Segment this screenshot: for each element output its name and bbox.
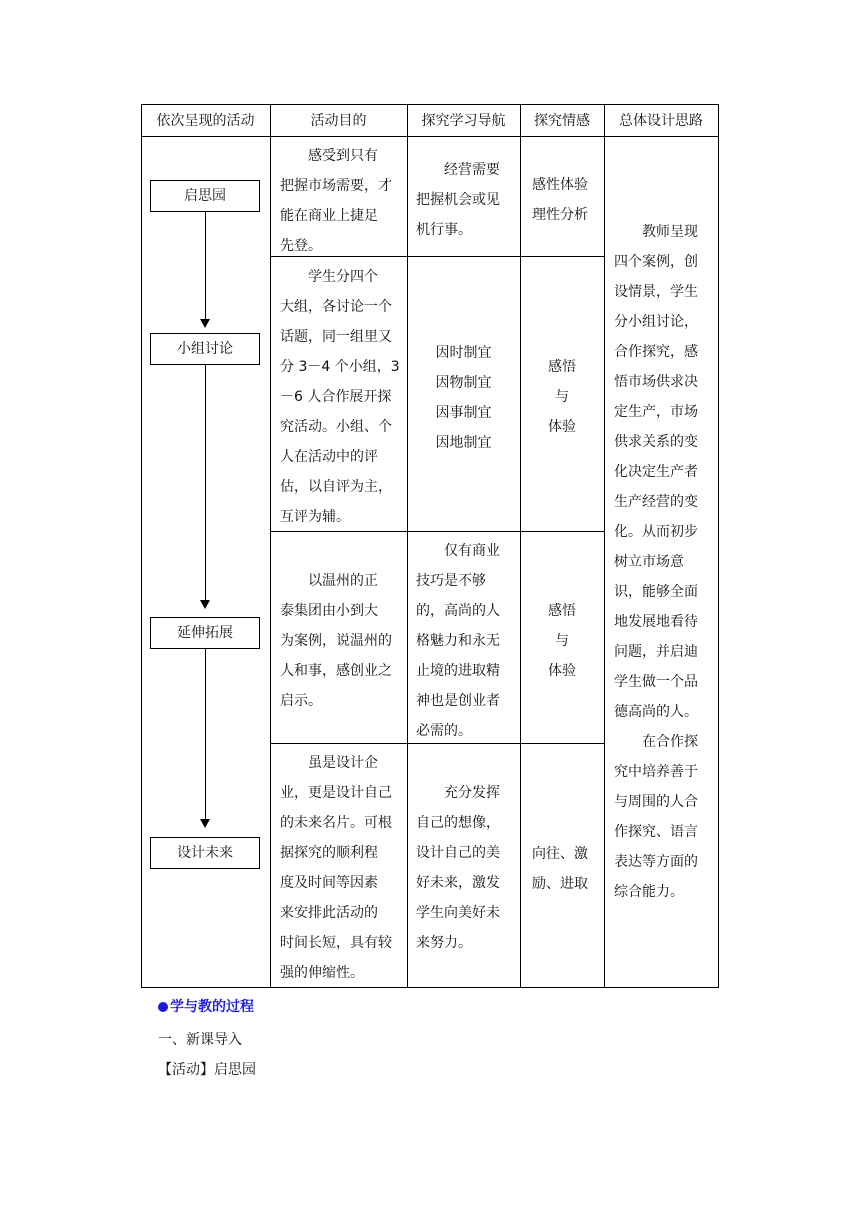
guide-cell-2: 因时制宜 因物制宜 因事制宜 因地制宜 bbox=[435, 345, 492, 451]
header-activities: 依次呈现的活动 bbox=[156, 113, 255, 129]
activity-box-group-discussion: 小组讨论 bbox=[150, 333, 260, 365]
header-design: 总体设计思路 bbox=[619, 113, 703, 129]
activity-heading: 【活动】启思园 bbox=[158, 1062, 256, 1078]
purpose-cell-2: 学生分四个 大组，各讨论一个 话题，同一组里又 分 3－4 个小组，3 －6 人合作展开探 究活动。小组、个 人在活动中的评 估，以自评为主， 互评为辅。 bbox=[280, 269, 400, 525]
emotion-cell-1: 感性体验 理性分析 bbox=[532, 177, 588, 223]
activity-box-design-future: 设计未来 bbox=[150, 837, 260, 869]
section-subtitle: 一、新课导入 bbox=[158, 1032, 242, 1048]
emotion-cell-3: 感悟 与 体验 bbox=[548, 603, 576, 679]
guide-cell-1: 经营需要 把握机会或见 机行事。 bbox=[416, 162, 500, 238]
activity-box-qisiyuan: 启思园 bbox=[150, 180, 260, 212]
purpose-cell-4: 虽是设计企 业，更是设计自己 的未来名片。可根 据探究的顺利程 度及时间等因素 来安排此活动的 时间长短，具有较 强的伸缩性。 bbox=[280, 755, 392, 981]
purpose-cell-1: 感受到只有 把握市场需要，才 能在商业上捷足 先登。 bbox=[280, 148, 392, 254]
activity-box-extension: 延伸拓展 bbox=[150, 617, 260, 649]
emotion-cell-4: 向往、激 励、进取 bbox=[532, 846, 588, 892]
emotion-cell-2: 感悟 与 体验 bbox=[548, 359, 576, 435]
header-guide: 探究学习导航 bbox=[421, 113, 506, 129]
purpose-cell-3: 以温州的正 泰集团由小到大 为案例，说温州的 人和事，感创业之 启示。 bbox=[280, 573, 392, 709]
header-emotion: 探究情感 bbox=[534, 113, 590, 129]
section-title: 学与教的过程 bbox=[158, 996, 254, 1016]
bullet-icon bbox=[158, 1002, 168, 1012]
guide-cell-3: 仅有商业 技巧是不够 的，高尚的人 格魅力和永无 止境的进取精 神也是创业者 必需的。 bbox=[416, 543, 500, 739]
guide-cell-4: 充分发挥 自己的想像， 设计自己的美 好未来，激发 学生向美好未 来努力。 bbox=[416, 785, 500, 951]
header-purpose: 活动目的 bbox=[310, 113, 367, 129]
design-cell: 教师呈现 四个案例，创 设情景，学生 分小组讨论， 合作探究，感 悟市场供求决 定生产，市场 供求关系的变 化决定生产者 生产经营的变 化。从而初步 树立市场意 识，能够全面 地发展地看待 问题，并启迪 学生做一个品 德高尚的人。 在合作探 究中培养善于 与周围的人合 作探究、语言 表达等方面的 综合能力。 bbox=[614, 224, 698, 900]
